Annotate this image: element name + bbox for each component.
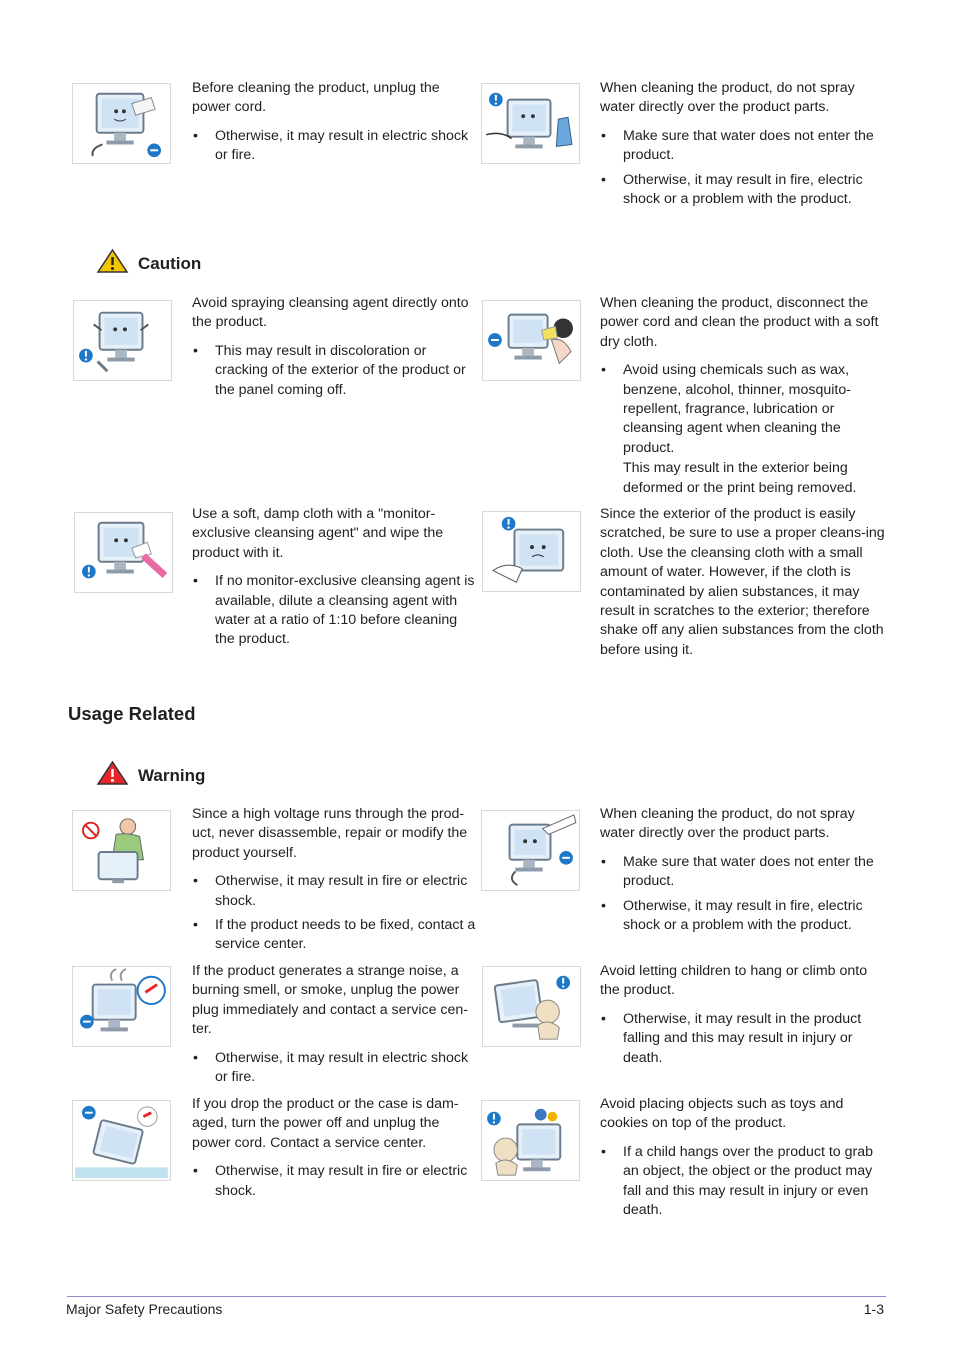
- monitor-cleansing-agent-icon: [73, 300, 172, 381]
- section-title: Usage Related: [68, 703, 196, 724]
- item-bullet: • Otherwise, it may result in the product falling and this may result in injury or death.: [600, 1010, 885, 1068]
- warning-header: [96, 760, 205, 791]
- item-main-text: When cleaning the product, do not spray water directly over the product parts.: [600, 806, 855, 842]
- monitor-no-disassemble-icon: [72, 810, 171, 891]
- footer-divider: [67, 1296, 886, 1297]
- item-main-text: Avoid letting children to hang or climb onto the product.: [600, 963, 868, 999]
- item-main-text: Avoid placing objects such as toys and cookies on top of the product.: [600, 1096, 844, 1132]
- item-bullet: • If the product needs to be fixed, contact a service center.: [192, 916, 477, 955]
- monitor-wipe-unplug-icon: [72, 83, 171, 164]
- item-main-text: Before cleaning the product, unplug the power cord.: [192, 80, 440, 116]
- item-bullet: • Make sure that water does not enter the product.: [600, 853, 885, 892]
- item-extra-text: This may result in the exterior being deformed or the print being removed.: [623, 460, 857, 496]
- item-bullet: • Otherwise, it may result in electric shock or fire.: [192, 127, 477, 166]
- warning-triangle-icon: [96, 760, 129, 791]
- monitor-child-climb-icon: [482, 966, 581, 1047]
- item-bullet: • Otherwise, it may result in fire or electric shock.: [192, 872, 477, 911]
- monitor-toys-on-top-icon: [481, 1100, 580, 1181]
- monitor-dropped-icon: [72, 1100, 171, 1181]
- item-main-text: If the product generates a strange noise, a burning smell, or smoke, unplug the power plug immediately and contact a service cen-ter.: [192, 963, 469, 1038]
- monitor-no-spray-icon: [481, 810, 580, 891]
- footer-page-number: 1-3: [863, 1301, 884, 1317]
- item-bullet: • This may result in discoloration or cracking of the exterior of the product or the panel coming off.: [192, 342, 477, 400]
- warning-label: Warning: [138, 765, 206, 785]
- item-bullet: • Otherwise, it may result in fire, electric shock or a problem with the product.: [600, 897, 885, 936]
- caution-triangle-icon: [96, 248, 129, 279]
- monitor-soft-cloth-icon: [482, 300, 581, 381]
- footer-chapter: Major Safety Precautions: [66, 1301, 223, 1317]
- monitor-spray-water-icon: [481, 83, 580, 164]
- item-bullet: • Make sure that water does not enter the product.: [600, 127, 885, 166]
- monitor-damp-cloth-icon: [74, 512, 173, 593]
- monitor-scratch-cloth-icon: [482, 511, 581, 592]
- item-main-text: When cleaning the product, disconnect the power cord and clean the product with a soft dry cloth.: [600, 295, 879, 350]
- item-bullet: • If no monitor-exclusive cleansing agent is available, dilute a cleansing agent with water at a ratio of 1:10 before cleaning the product.: [192, 572, 477, 650]
- item-bullet: • If a child hangs over the product to grab an object, the object or the product may fall and this may result in injury or even death.: [600, 1143, 885, 1221]
- item-main-text: Since a high voltage runs through the prod-uct, never disassemble, repair or modify the product yourself.: [192, 806, 468, 861]
- item-main-text: Since the exterior of the product is easily scratched, be sure to use a proper cleans-ing cloth. Use the cleansing cloth with a small amount of water. However, if the cloth is contaminated by alien substances, it may result in scratches to the exterior; therefore shake off any alien substances from the cloth before using it.: [600, 506, 885, 658]
- item-bullet: • Otherwise, it may result in fire, electric shock or a problem with the product.: [600, 171, 885, 210]
- item-bullet: • Avoid using chemicals such as wax, benzene, alcohol, thinner, mosquito-repellent, fragrance, lubrication or cleansing agent when cleaning the product.: [600, 361, 885, 458]
- item-main-text: Use a soft, damp cloth with a "monitor-exclusive cleansing agent" and wipe the product with it.: [192, 506, 444, 561]
- item-bullet: • Otherwise, it may result in fire or electric shock.: [192, 1162, 477, 1201]
- item-main-text: Avoid spraying cleansing agent directly onto the product.: [192, 295, 469, 331]
- item-bullet: • Otherwise, it may result in electric shock or fire.: [192, 1049, 477, 1088]
- monitor-smoke-unplug-icon: [72, 966, 171, 1047]
- caution-label: Caution: [138, 253, 202, 273]
- item-main-text: When cleaning the product, do not spray water directly over the product parts.: [600, 80, 855, 116]
- caution-header: [96, 248, 201, 279]
- item-main-text: If you drop the product or the case is dam-aged, turn the power off and unplug the power cord. Contact a service center.: [192, 1096, 459, 1151]
